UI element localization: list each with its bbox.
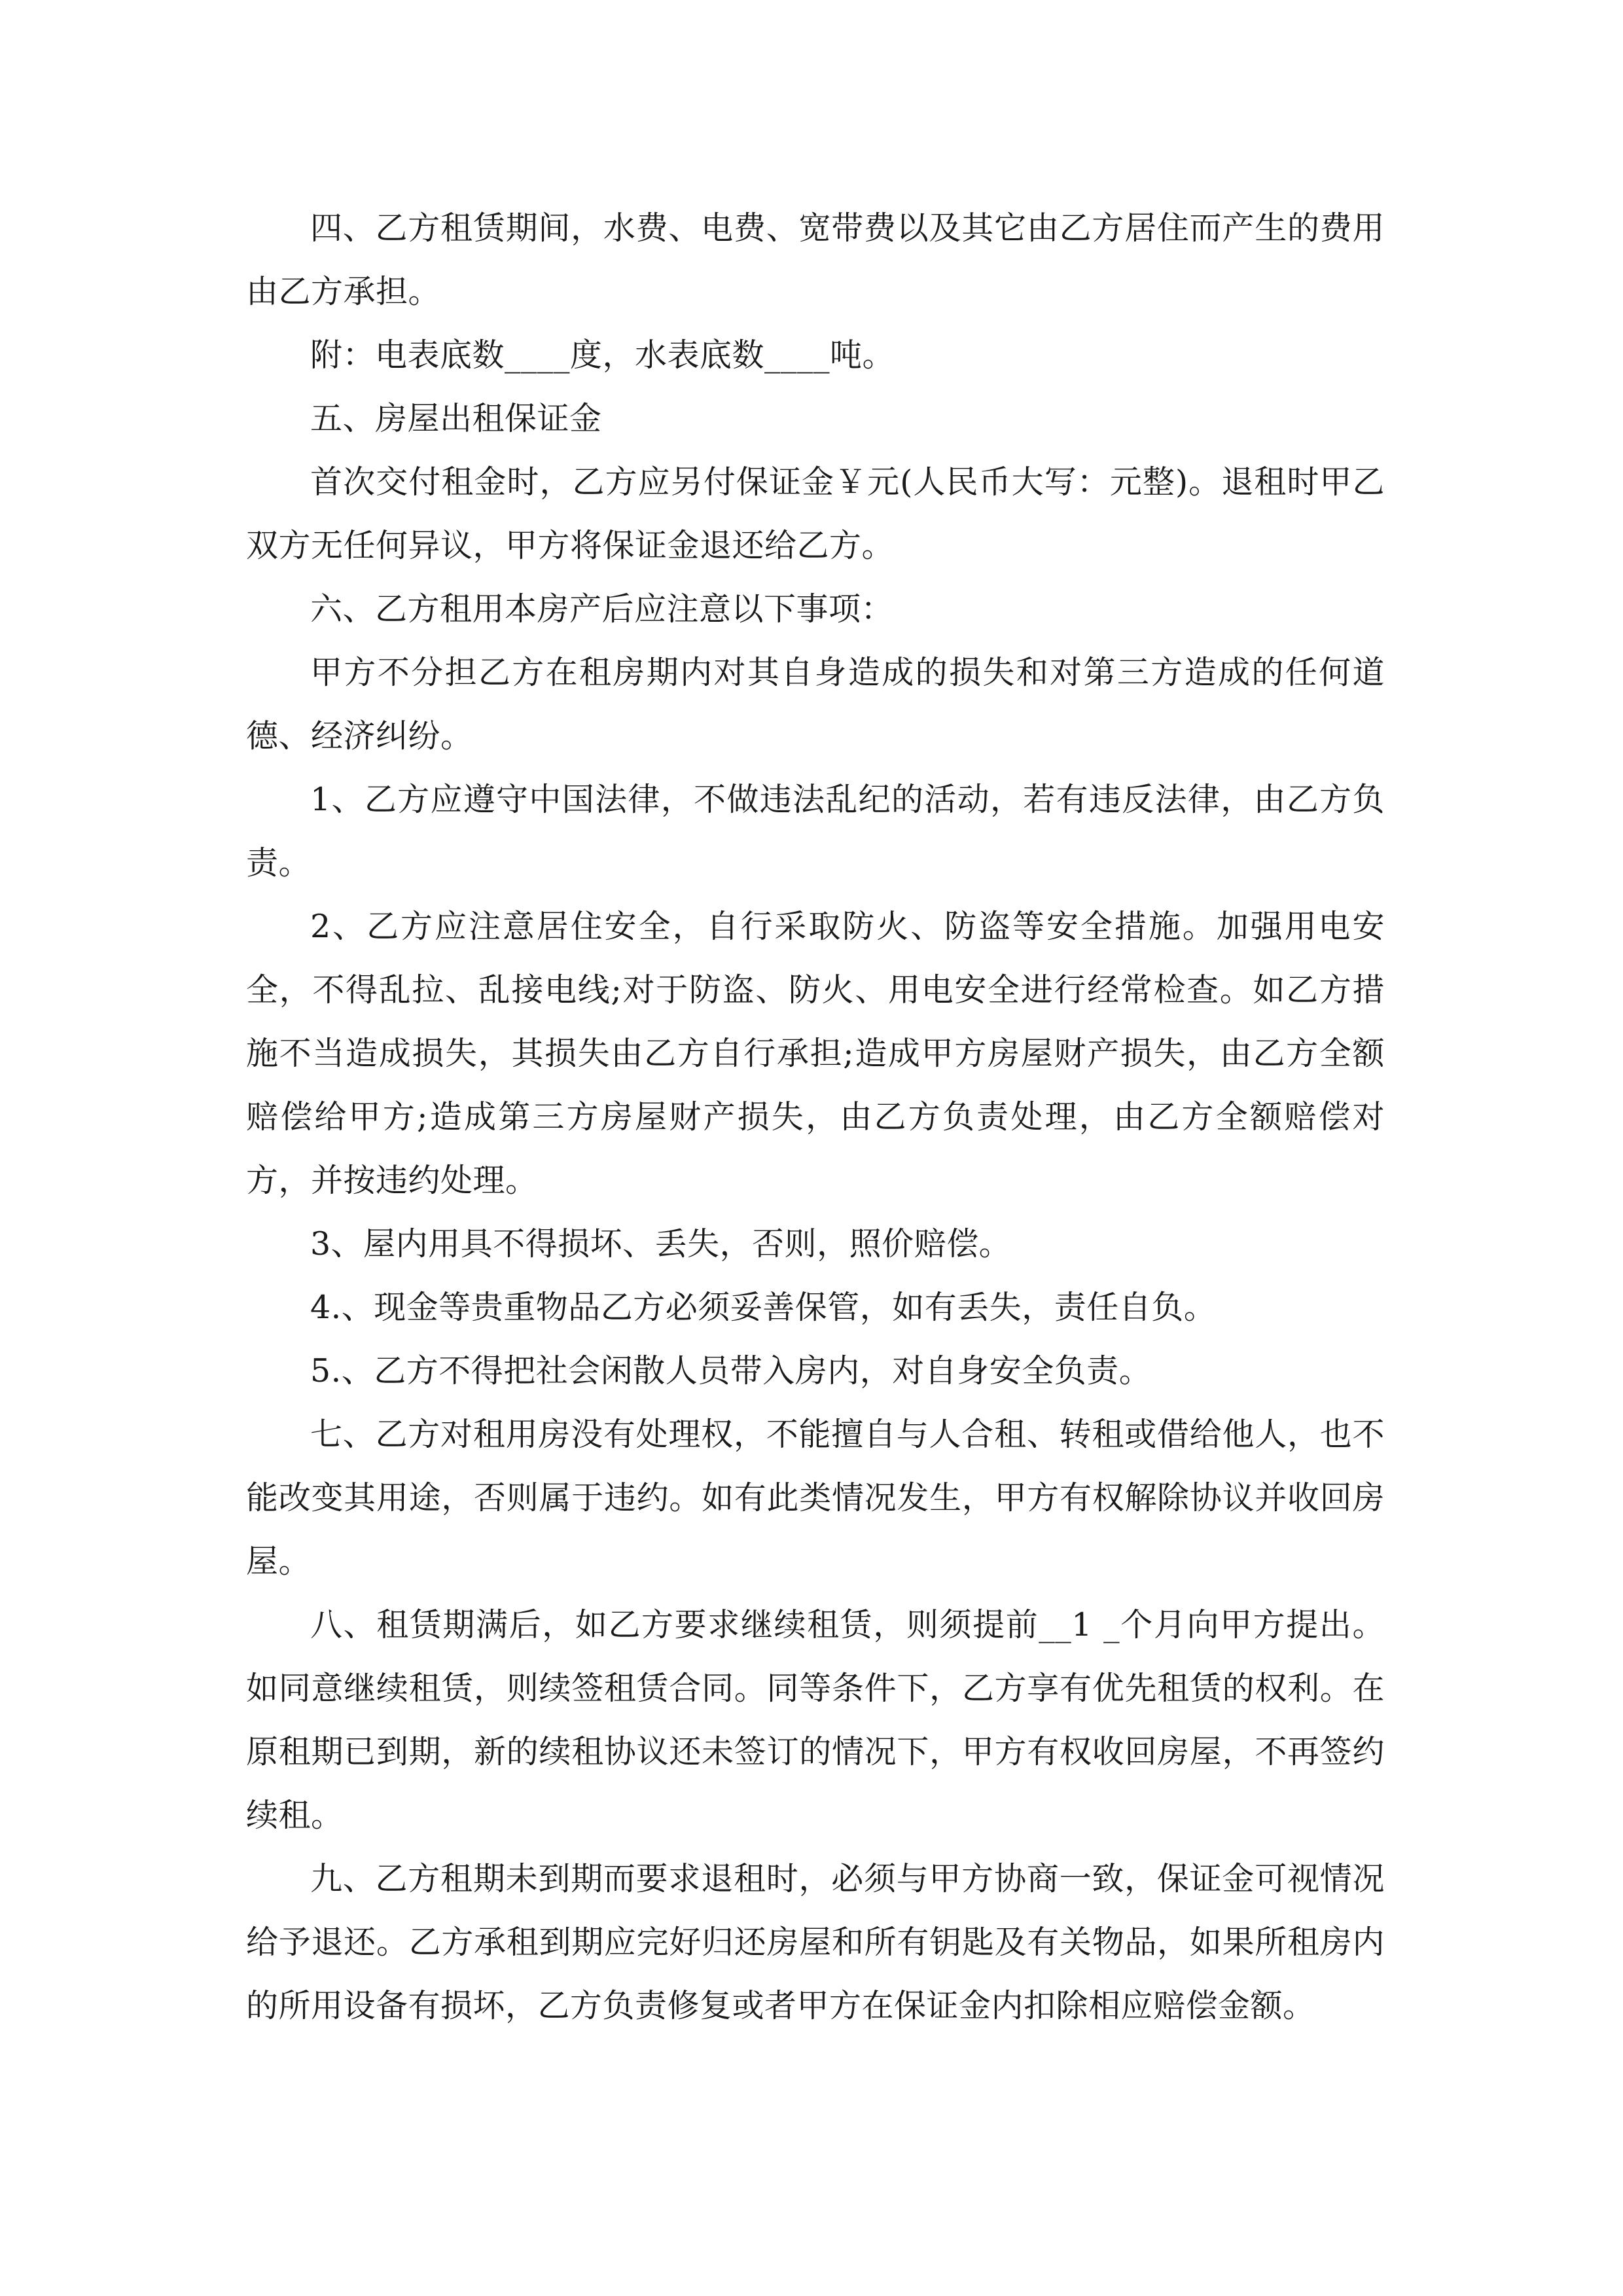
meter-readings-note: 附：电表底数____度，水表底数____吨。 <box>310 336 895 374</box>
item-4-valuables: 4.、现金等贵重物品乙方必须妥善保管，如有丢失，责任自负。 <box>310 1289 1217 1326</box>
document-body <box>246 196 1385 2037</box>
item-2-safety: 2、乙方应注意居住安全，自行采取防火、防盗等安全措施。加强用电安全，不得乱拉、乱接电线;对于防盗、防火、用电安全进行经常检查。如乙方措施不当造成损失，其损失由乙方自行承担;造成甲方房屋财产损失，由乙方全额赔偿给甲方;造成第三方房屋财产损失，由乙方负责处理，由乙方全额赔偿对方，并按违约处理。 <box>246 908 1385 1199</box>
clause-9-early-termination: 九、乙方租期未到期而要求退租时，必须与甲方协商一致，保证金可视情况给予退还。乙方承租到期应完好归还房屋和所有钥匙及有关物品，如果所租房内的所用设备有损坏，乙方负责修复或者甲方在保证金内扣除相应赔偿金额。 <box>246 1860 1385 2024</box>
clause-5-heading: 五、房屋出租保证金 <box>310 400 602 437</box>
item-5-visitors: 5.、乙方不得把社会闲散人员带入房内，对自身安全负责。 <box>310 1352 1152 1390</box>
clause-7-subletting: 七、乙方对租用房没有处理权，不能擅自与人合租、转租或借给他人，也不能改变其用途，否则属于违约。如有此类情况发生，甲方有权解除协议并收回房屋。 <box>246 1416 1385 1580</box>
item-3-furnishings: 3、屋内用具不得损坏、丢失，否则，照价赔偿。 <box>310 1225 1012 1263</box>
clause-4-utilities: 四、乙方租赁期间，水费、电费、宽带费以及其它由乙方居住而产生的费用由乙方承担。 <box>246 209 1385 310</box>
item-1-law: 1、乙方应遵守中国法律，不做违法乱纪的活动，若有违反法律，由乙方负责。 <box>246 781 1385 882</box>
deposit-paragraph: 首次交付租金时，乙方应另付保证金￥元(人民币大写：元整)。退租时甲乙双方无任何异议，甲方将保证金退还给乙方。 <box>246 463 1385 564</box>
clause-8-renewal: 八、租赁期满后，如乙方要求继续租赁，则须提前__1 _个月向甲方提出。如同意继续租赁，则续签租赁合同。同等条件下，乙方享有优先租赁的权利。在原租期已到期，新的续租协议还未签订的情况下，甲方有权收回房屋，不再签约续租。 <box>246 1606 1385 1834</box>
liability-paragraph: 甲方不分担乙方在租房期内对其自身造成的损失和对第三方造成的任何道德、经济纠纷。 <box>246 654 1385 755</box>
clause-6-heading: 六、乙方租用本房产后应注意以下事项： <box>310 590 894 628</box>
